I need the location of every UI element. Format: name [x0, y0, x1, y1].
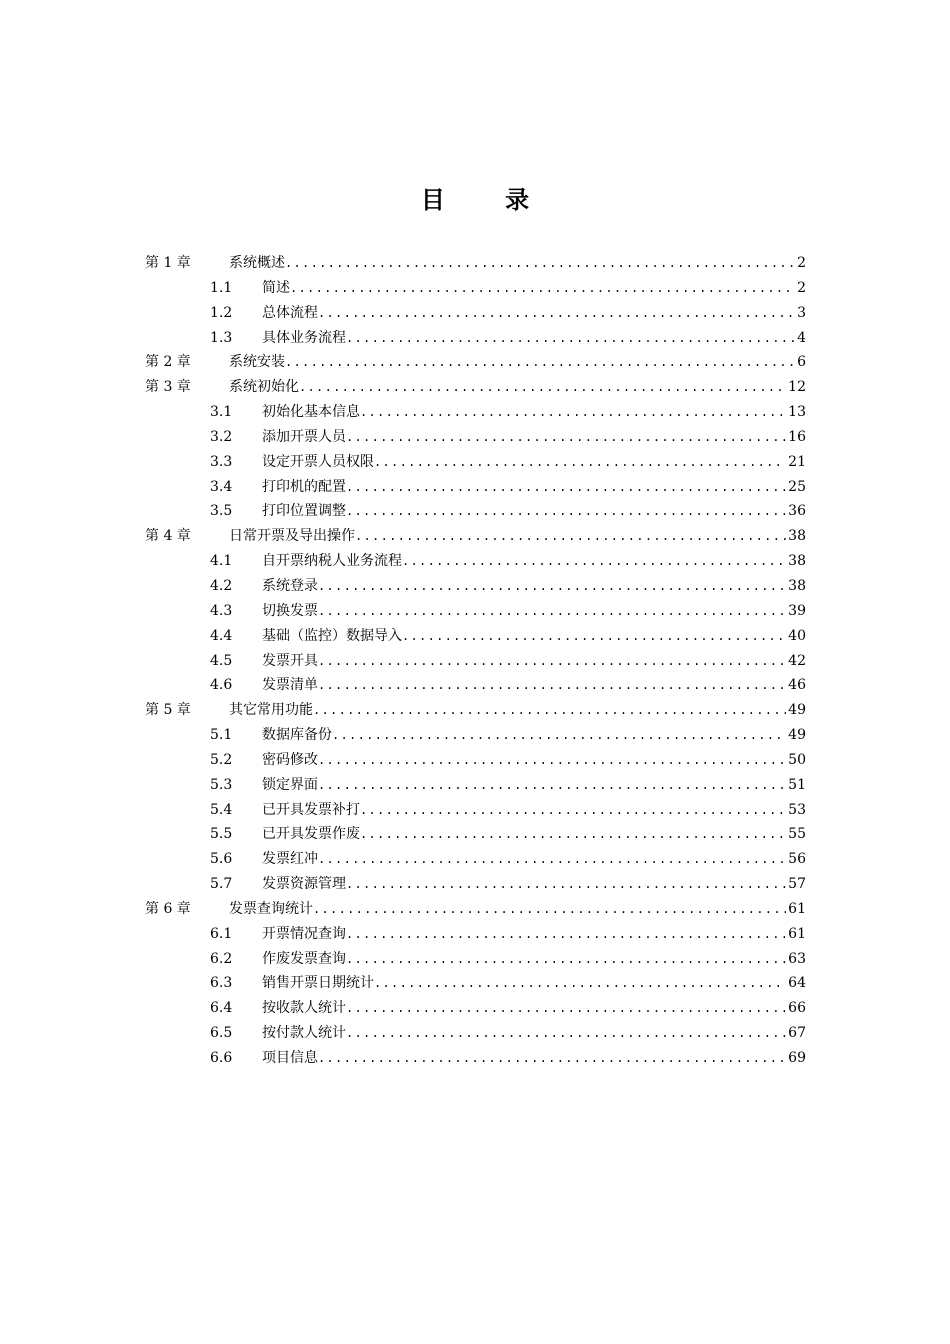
- toc-entry-leader-line: [262, 971, 806, 996]
- toc-entry-page-number: 61: [788, 925, 806, 942]
- toc-entry-leader-line: [262, 276, 806, 301]
- toc-dot-leader: [346, 922, 786, 947]
- toc-dot-leader: [346, 326, 795, 351]
- toc-section-entry[interactable]: [0, 1021, 950, 1046]
- toc-entry-page-number: 51: [788, 776, 806, 793]
- toc-entry-leader-line: [262, 996, 806, 1021]
- toc-dot-leader: [313, 897, 786, 922]
- toc-entry-page-number: 63: [788, 950, 806, 967]
- toc-entry-title: 添加开票人员: [262, 428, 346, 445]
- toc-chapter-entry[interactable]: [0, 897, 950, 922]
- toc-entry-leader-line: [262, 301, 806, 326]
- toc-section-entry[interactable]: [0, 549, 950, 574]
- toc-entry-number: 6.1: [210, 925, 233, 942]
- toc-entry-leader-line: [262, 798, 806, 823]
- toc-entry-number: 1.2: [210, 304, 233, 321]
- toc-entry-page-number: 42: [788, 652, 806, 669]
- toc-section-entry[interactable]: [0, 649, 950, 674]
- toc-dot-leader: [402, 549, 786, 574]
- toc-entry-page-number: 50: [788, 751, 806, 768]
- toc-dot-leader: [318, 773, 786, 798]
- toc-entry-number: 第 5 章: [145, 702, 191, 719]
- toc-entry-leader-line: [262, 748, 806, 773]
- toc-entry-title: 系统概述: [229, 255, 285, 271]
- toc-dot-leader: [355, 524, 786, 549]
- table-of-contents: [0, 251, 950, 1071]
- toc-entry-title: 发票资源管理: [262, 876, 346, 893]
- toc-section-entry[interactable]: [0, 1046, 950, 1071]
- toc-entry-leader-line: [229, 698, 806, 723]
- toc-dot-leader: [290, 276, 795, 301]
- toc-entry-page-number: 13: [788, 404, 806, 421]
- toc-dot-leader: [402, 624, 786, 649]
- toc-dot-leader: [360, 400, 786, 425]
- toc-dot-leader: [318, 649, 786, 674]
- toc-entry-title: 打印位置调整: [262, 503, 346, 520]
- toc-entry-title: 密码修改: [262, 751, 318, 768]
- toc-entry-number: 4.2: [210, 577, 233, 594]
- toc-section-entry[interactable]: [0, 872, 950, 897]
- toc-entry-number: 3.1: [210, 404, 233, 421]
- toc-entry-leader-line: [262, 922, 806, 947]
- toc-entry-title: 按付款人统计: [262, 1025, 346, 1042]
- toc-entry-leader-line: [262, 1021, 806, 1046]
- toc-entry-leader-line: [262, 723, 806, 748]
- toc-section-entry[interactable]: [0, 996, 950, 1021]
- toc-entry-page-number: 25: [788, 478, 806, 495]
- toc-entry-page-number: 49: [788, 727, 806, 744]
- toc-entry-leader-line: [262, 773, 806, 798]
- toc-dot-leader: [346, 996, 786, 1021]
- toc-section-entry[interactable]: [0, 450, 950, 475]
- toc-dot-leader: [285, 350, 795, 375]
- toc-entry-leader-line: [262, 1046, 806, 1071]
- toc-entry-title: 总体流程: [262, 304, 318, 321]
- toc-entry-leader-line: [262, 574, 806, 599]
- toc-entry-number: 第 1 章: [145, 255, 191, 271]
- toc-section-entry[interactable]: [0, 947, 950, 972]
- toc-entry-number: 5.4: [210, 801, 233, 818]
- toc-dot-leader: [374, 971, 786, 996]
- toc-section-entry[interactable]: [0, 599, 950, 624]
- toc-entry-page-number: 21: [788, 453, 806, 470]
- toc-entry-title: 锁定界面: [262, 776, 318, 793]
- toc-dot-leader: [318, 847, 786, 872]
- toc-entry-page-number: 4: [797, 329, 806, 346]
- toc-entry-leader-line: [229, 375, 806, 400]
- toc-entry-title: 按收款人统计: [262, 1000, 346, 1017]
- toc-entry-title: 作废发票查询: [262, 950, 346, 967]
- toc-entry-number: 1.3: [210, 329, 233, 346]
- toc-entry-number: 6.4: [210, 1000, 233, 1017]
- toc-section-entry[interactable]: [0, 798, 950, 823]
- toc-entry-page-number: 38: [788, 528, 806, 545]
- toc-entry-number: 第 4 章: [145, 528, 191, 545]
- toc-entry-title: 日常开票及导出操作: [229, 528, 355, 545]
- toc-entry-leader-line: [262, 400, 806, 425]
- toc-entry-title: 发票清单: [262, 677, 318, 694]
- toc-entry-number: 5.3: [210, 776, 233, 793]
- toc-entry-title: 设定开票人员权限: [262, 453, 374, 470]
- toc-entry-title: 自开票纳税人业务流程: [262, 553, 402, 570]
- toc-entry-page-number: 6: [797, 354, 806, 371]
- toc-dot-leader: [318, 1046, 786, 1071]
- toc-chapter-entry[interactable]: [0, 698, 950, 723]
- toc-entry-leader-line: [262, 872, 806, 897]
- toc-entry-page-number: 53: [788, 801, 806, 818]
- toc-section-entry[interactable]: [0, 748, 950, 773]
- toc-entry-leader-line: [229, 524, 806, 549]
- toc-entry-title: 发票查询统计: [229, 900, 313, 917]
- toc-entry-page-number: 40: [788, 627, 806, 644]
- toc-dot-leader: [332, 723, 786, 748]
- toc-chapter-entry[interactable]: [0, 251, 950, 276]
- toc-entry-page-number: 57: [788, 876, 806, 893]
- toc-entry-title: 切换发票: [262, 602, 318, 619]
- toc-entry-leader-line: [262, 549, 806, 574]
- toc-entry-page-number: 16: [788, 428, 806, 445]
- toc-entry-number: 6.5: [210, 1025, 233, 1042]
- toc-entry-number: 3.3: [210, 453, 233, 470]
- toc-entry-number: 4.6: [210, 677, 233, 694]
- toc-entry-number: 5.1: [210, 727, 233, 744]
- toc-section-entry[interactable]: [0, 326, 950, 351]
- toc-section-entry[interactable]: [0, 574, 950, 599]
- toc-entry-page-number: 64: [788, 975, 806, 992]
- toc-entry-title: 发票开具: [262, 652, 318, 669]
- toc-entry-page-number: 39: [788, 602, 806, 619]
- toc-chapter-entry[interactable]: [0, 524, 950, 549]
- toc-dot-leader: [318, 599, 786, 624]
- toc-entry-leader-line: [262, 326, 806, 351]
- toc-entry-page-number: 46: [788, 677, 806, 694]
- toc-entry-number: 3.5: [210, 503, 233, 520]
- toc-entry-page-number: 38: [788, 577, 806, 594]
- toc-entry-number: 4.4: [210, 627, 233, 644]
- toc-section-entry[interactable]: [0, 673, 950, 698]
- toc-entry-page-number: 2: [797, 255, 806, 271]
- toc-entry-title: 打印机的配置: [262, 478, 346, 495]
- toc-entry-leader-line: [229, 251, 806, 276]
- toc-entry-title: 简述: [262, 279, 290, 296]
- toc-section-entry[interactable]: [0, 971, 950, 996]
- toc-dot-leader: [360, 822, 786, 847]
- toc-entry-number: 4.5: [210, 652, 233, 669]
- toc-entry-page-number: 66: [788, 1000, 806, 1017]
- toc-entry-title: 已开具发票补打: [262, 801, 360, 818]
- toc-entry-leader-line: [262, 624, 806, 649]
- toc-dot-leader: [346, 1021, 786, 1046]
- toc-entry-page-number: 2: [797, 279, 806, 296]
- toc-entry-number: 5.7: [210, 876, 233, 893]
- toc-entry-page-number: 3: [797, 304, 806, 321]
- toc-entry-leader-line: [262, 847, 806, 872]
- toc-dot-leader: [360, 798, 786, 823]
- toc-entry-title: 具体业务流程: [262, 329, 346, 346]
- toc-dot-leader: [346, 872, 786, 897]
- toc-section-entry[interactable]: [0, 499, 950, 524]
- toc-dot-leader: [346, 475, 786, 500]
- toc-entry-page-number: 38: [788, 553, 806, 570]
- toc-dot-leader: [346, 947, 786, 972]
- toc-dot-leader: [318, 574, 786, 599]
- toc-entry-number: 6.6: [210, 1050, 233, 1066]
- toc-entry-number: 5.2: [210, 751, 233, 768]
- toc-entry-title: 项目信息: [262, 1050, 318, 1066]
- toc-section-entry[interactable]: [0, 425, 950, 450]
- toc-entry-number: 3.4: [210, 478, 233, 495]
- toc-chapter-entry[interactable]: [0, 350, 950, 375]
- toc-entry-title: 销售开票日期统计: [262, 975, 374, 992]
- toc-entry-number: 4.3: [210, 602, 233, 619]
- toc-entry-leader-line: [262, 673, 806, 698]
- toc-entry-page-number: 49: [788, 702, 806, 719]
- toc-entry-number: 3.2: [210, 428, 233, 445]
- toc-dot-leader: [374, 450, 786, 475]
- toc-entry-page-number: 61: [788, 900, 806, 917]
- toc-chapter-entry[interactable]: [0, 375, 950, 400]
- toc-entry-title: 已开具发票作废: [262, 826, 360, 843]
- toc-entry-title: 数据库备份: [262, 727, 332, 744]
- toc-entry-leader-line: [262, 822, 806, 847]
- toc-section-entry[interactable]: [0, 847, 950, 872]
- toc-entry-title: 系统登录: [262, 577, 318, 594]
- toc-entry-title: 发票红冲: [262, 851, 318, 868]
- toc-section-entry[interactable]: [0, 624, 950, 649]
- toc-entry-leader-line: [262, 649, 806, 674]
- toc-entry-number: 6.3: [210, 975, 233, 992]
- toc-dot-leader: [346, 425, 786, 450]
- toc-dot-leader: [318, 301, 795, 326]
- toc-entry-leader-line: [262, 499, 806, 524]
- toc-entry-number: 第 3 章: [145, 379, 191, 396]
- toc-entry-title: 其它常用功能: [229, 702, 313, 719]
- toc-entry-page-number: 67: [788, 1025, 806, 1042]
- toc-entry-page-number: 55: [788, 826, 806, 843]
- toc-entry-title: 初始化基本信息: [262, 404, 360, 421]
- toc-entry-title: 系统安装: [229, 354, 285, 371]
- toc-entry-page-number: 36: [788, 503, 806, 520]
- toc-section-entry[interactable]: [0, 773, 950, 798]
- toc-entry-leader-line: [262, 475, 806, 500]
- toc-entry-leader-line: [262, 599, 806, 624]
- toc-section-entry[interactable]: [0, 301, 950, 326]
- toc-entry-number: 第 6 章: [145, 900, 191, 917]
- toc-entry-leader-line: [229, 897, 806, 922]
- toc-entry-number: 5.5: [210, 826, 233, 843]
- toc-section-entry[interactable]: [0, 475, 950, 500]
- toc-entry-leader-line: [262, 947, 806, 972]
- toc-entry-page-number: 56: [788, 851, 806, 868]
- toc-dot-leader: [346, 499, 786, 524]
- toc-entry-page-number: 69: [788, 1050, 806, 1066]
- toc-section-entry[interactable]: [0, 276, 950, 301]
- toc-entry-page-number: 12: [788, 379, 806, 396]
- toc-entry-leader-line: [229, 350, 806, 375]
- toc-entry-title: 基础（监控）数据导入: [262, 627, 402, 644]
- toc-entry-number: 第 2 章: [145, 354, 191, 371]
- toc-section-entry[interactable]: [0, 723, 950, 748]
- toc-dot-leader: [299, 375, 786, 400]
- toc-title: 目 录: [420, 185, 556, 214]
- toc-entry-number: 5.6: [210, 851, 233, 868]
- toc-section-entry[interactable]: [0, 922, 950, 947]
- toc-entry-leader-line: [262, 425, 806, 450]
- toc-section-entry[interactable]: [0, 822, 950, 847]
- toc-entry-number: 6.2: [210, 950, 233, 967]
- toc-entry-leader-line: [262, 450, 806, 475]
- toc-dot-leader: [318, 748, 786, 773]
- toc-section-entry[interactable]: [0, 400, 950, 425]
- toc-dot-leader: [318, 673, 786, 698]
- toc-entry-number: 4.1: [210, 553, 233, 570]
- toc-dot-leader: [313, 698, 786, 723]
- toc-entry-number: 1.1: [210, 279, 233, 296]
- toc-entry-title: 开票情况查询: [262, 925, 346, 942]
- toc-dot-leader: [285, 251, 795, 276]
- toc-entry-title: 系统初始化: [229, 379, 299, 396]
